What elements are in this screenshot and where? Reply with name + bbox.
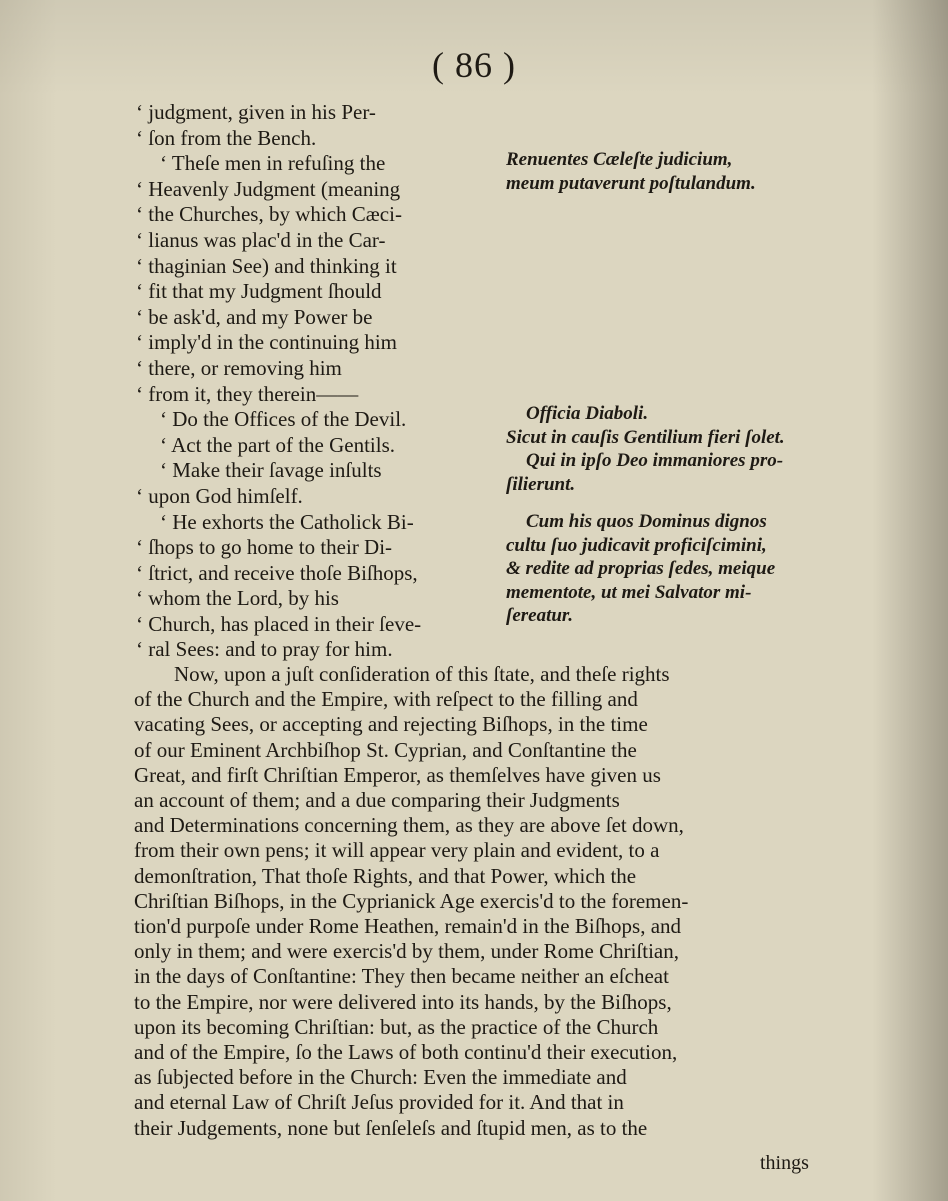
main-body-paragraph [134, 662, 834, 1141]
margin-note-line: mementote, ut mei Salvator mi- [506, 581, 752, 603]
left-column-line: ‘ He exhorts the Catholick Bi- [160, 509, 414, 534]
left-column-line: ‘ there, or removing him [136, 355, 342, 380]
body-line: only in them; and were exercis'd by them, under Rome Chriſtian, [134, 939, 679, 964]
left-column-line: ‘ judgment, given in his Per- [136, 100, 376, 124]
margin-note-line: Qui in ipſo Deo immaniores pro- [526, 450, 784, 471]
margin-note-line: Officia Diaboli. [526, 403, 649, 424]
margin-note-line: Sicut in cauſis Gentilium fieri ſolet. [506, 426, 785, 448]
left-column-line: ‘ thaginian See) and thinking it [136, 253, 397, 278]
left-column-line: ‘ the Churches, by which Cæci- [136, 202, 402, 227]
margin-note-latin-3 [506, 510, 846, 628]
body-line: their Judgements, none but ſenſeleſs and ſtupid men, as to the [134, 1115, 648, 1140]
body-line: of the Church and the Empire, with reſpect to the filling and [134, 687, 638, 712]
left-column-line: ‘ from it, they therein—— [136, 381, 359, 406]
left-column-line: ‘ fit that my Judgment ſhould [136, 279, 382, 304]
left-column-line: ‘ Make their ſavage inſults [160, 458, 382, 483]
left-column-line: ‘ ſtrict, and receive thoſe Biſhops, [136, 560, 418, 585]
body-line: and Determinations concerning them, as they are above ſet down, [134, 813, 684, 838]
margin-note-line: ſilierunt. [506, 473, 576, 495]
left-column-line: ‘ ſhops to go home to their Di- [136, 535, 393, 560]
body-line: upon its becoming Chriſtian: but, as the practice of the Church [134, 1014, 659, 1039]
left-column-line: ‘ Do the Offices of the Devil. [160, 407, 407, 432]
left-column-line: ‘ whom the Lord, by his [136, 586, 339, 611]
margin-note-line: meum putaverunt poſtulandum. [506, 172, 756, 194]
left-column-quotation [136, 100, 488, 663]
margin-note-latin-1 [506, 148, 846, 195]
body-line: of our Eminent Archbiſhop St. Cyprian, and Conſtantine the [134, 737, 637, 762]
body-line: and of the Empire, ſo the Laws of both continu'd their execution, [134, 1040, 678, 1065]
body-line: and eternal Law of Chriſt Jeſus provided for it. And that in [134, 1090, 624, 1115]
body-line: Now, upon a juſt conſideration of this ſtate, and theſe rights [174, 662, 670, 686]
margin-note-latin-2 [506, 402, 846, 496]
left-column-line: ‘ lianus was plac'd in the Car- [136, 227, 386, 252]
body-line: Great, and firſt Chriſtian Emperor, as themſelves have given us [134, 762, 661, 787]
left-column-line: ‘ imply'd in the continuing him [136, 330, 398, 355]
left-column-line: ‘ Church, has placed in their ſeve- [136, 611, 422, 636]
margin-note-line: & redite ad proprias ſedes, meique [506, 558, 776, 579]
body-line: as ſubjected before in the Church: Even the immediate and [134, 1065, 627, 1090]
left-column-line: ‘ Act the part of the Gentils. [160, 432, 396, 457]
page-number: ( 86 ) [432, 45, 516, 85]
body-line: from their own pens; it will appear very plain and evident, to a [134, 838, 660, 863]
body-line: in the days of Conſtantine: They then became neither an eſcheat [134, 964, 669, 989]
margin-note-line: cultu ſuo judicavit proficiſcimini, [506, 534, 767, 556]
catchword: things [760, 1152, 809, 1174]
margin-note-line: Renuentes Cæleſte judicium, [506, 149, 733, 170]
body-line: an account of them; and a due comparing their Judgments [134, 788, 620, 813]
body-line: vacating Sees, or accepting and rejecting Biſhops, in the time [134, 712, 648, 737]
left-column-line: ‘ Theſe men in refuſing the [160, 151, 386, 176]
margin-note-line: Cum his quos Dominus dignos [526, 511, 767, 532]
left-column-line: ‘ ral Sees: and to pray for him. [136, 637, 393, 662]
body-line: demonſtration, That thoſe Rights, and that Power, which the [134, 863, 637, 888]
body-line: tion'd purpoſe under Rome Heathen, remain'd in the Biſhops, and [134, 914, 682, 939]
body-line: Chriſtian Biſhops, in the Cyprianick Age exercis'd to the foremen- [134, 888, 689, 913]
left-column-line: ‘ upon God himſelf. [136, 483, 303, 508]
left-column-line: ‘ be ask'd, and my Power be [136, 304, 373, 329]
left-column-line: ‘ ſon from the Bench. [136, 125, 317, 150]
body-line: to the Empire, nor were delivered into its hands, by the Biſhops, [134, 989, 672, 1014]
margin-note-line: ſereatur. [506, 605, 574, 626]
left-column-line: ‘ Heavenly Judgment (meaning [136, 176, 401, 201]
